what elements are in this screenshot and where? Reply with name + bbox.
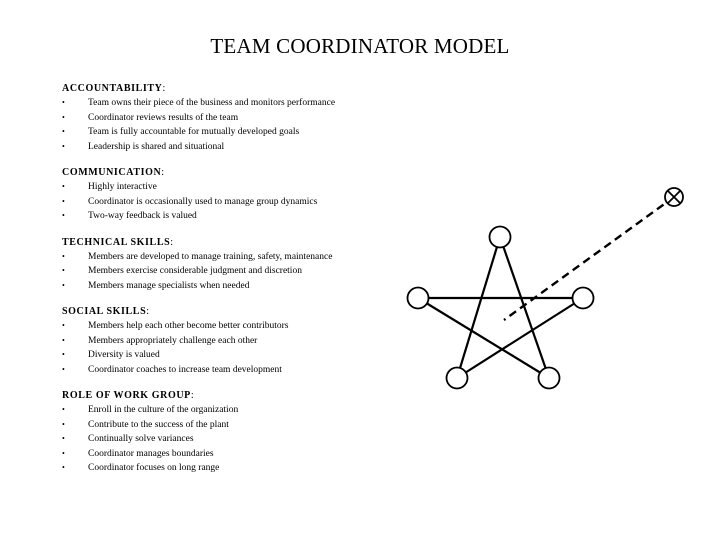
team-star-diagram [400,180,700,400]
bullet: • [62,350,65,359]
team-node-left [408,288,429,309]
star-edge [418,298,549,378]
bullet: • [62,182,65,191]
list-item: • Coordinator manages boundaries [62,447,362,462]
bullet: • [62,321,65,330]
star-edge [500,237,549,378]
bullet: • [62,448,65,458]
list-item: • Coordinator reviews results of the team [62,111,362,126]
section-heading: ACCOUNTABILITY: [62,83,166,94]
section-social-skills [62,305,362,377]
bullet: • [62,251,65,261]
bullet: • [62,419,65,429]
section-heading: ROLE OF WORK GROUP: [62,390,195,401]
bullet: • [62,266,65,275]
list-item: • Coordinator coaches to increase team development [62,363,362,378]
section-communication [62,166,362,224]
star-edge [457,237,500,378]
bullet: • [62,434,65,443]
list-item: • Members exercise considerable judgment and discretion [62,264,362,279]
circle-x-icon [665,188,683,206]
list-item: • Coordinator focuses on long range [62,461,362,476]
section-items [62,403,362,476]
section-items [62,250,362,294]
bullet: • [62,335,65,345]
bullet: • [62,196,65,206]
list-item: • Coordinator is occasionally used to manage group dynamics [62,195,362,210]
team-node-bottom-right [539,368,560,389]
bullet: • [62,98,65,107]
section-heading: TECHNICAL SKILLS: [62,236,174,248]
bullet: • [62,280,65,290]
list-item: • Members manage specialists when needed [62,279,362,294]
star-edges [418,237,583,378]
bullet: • [62,141,65,151]
section-items [62,319,362,377]
list-item: • Highly interactive [62,180,362,195]
bullet: • [62,211,65,220]
list-item: • Leadership is shared and situational [62,140,362,155]
list-item: • Contribute to the success of the plant [62,418,362,433]
star-edge [457,298,583,378]
list-item: • Two-way feedback is valued [62,209,362,224]
list-item: • Team is fully accountable for mutually developed goals [62,125,362,140]
section-items [62,96,362,154]
list-item: • Members are developed to manage training, safety, maintenance [62,250,362,265]
list-item: • Members help each other become better contributors [62,319,362,334]
section-heading: SOCIAL SKILLS: [62,306,150,317]
section-role-of-work-group [62,389,362,476]
section-accountability [62,82,362,154]
model-sections [62,82,362,488]
section-technical-skills [62,236,362,294]
bullet: • [62,112,65,122]
list-item: • Members appropriately challenge each other [62,334,362,349]
team-node-top [490,227,511,248]
section-items [62,180,362,224]
page-title: TEAM COORDINATOR MODEL [210,34,510,58]
bullet: • [62,463,65,472]
list-item: • Enroll in the culture of the organization [62,403,362,418]
bullet: • [62,127,65,136]
section-heading: COMMUNICATION: [62,167,165,178]
team-node-bottom-left [447,368,468,389]
bullet: • [62,405,65,414]
list-item: • Team owns their piece of the business and monitors performance [62,96,362,111]
list-item: • Continually solve variances [62,432,362,447]
team-node-right [573,288,594,309]
list-item: • Diversity is valued [62,348,362,363]
bullet: • [62,364,65,374]
